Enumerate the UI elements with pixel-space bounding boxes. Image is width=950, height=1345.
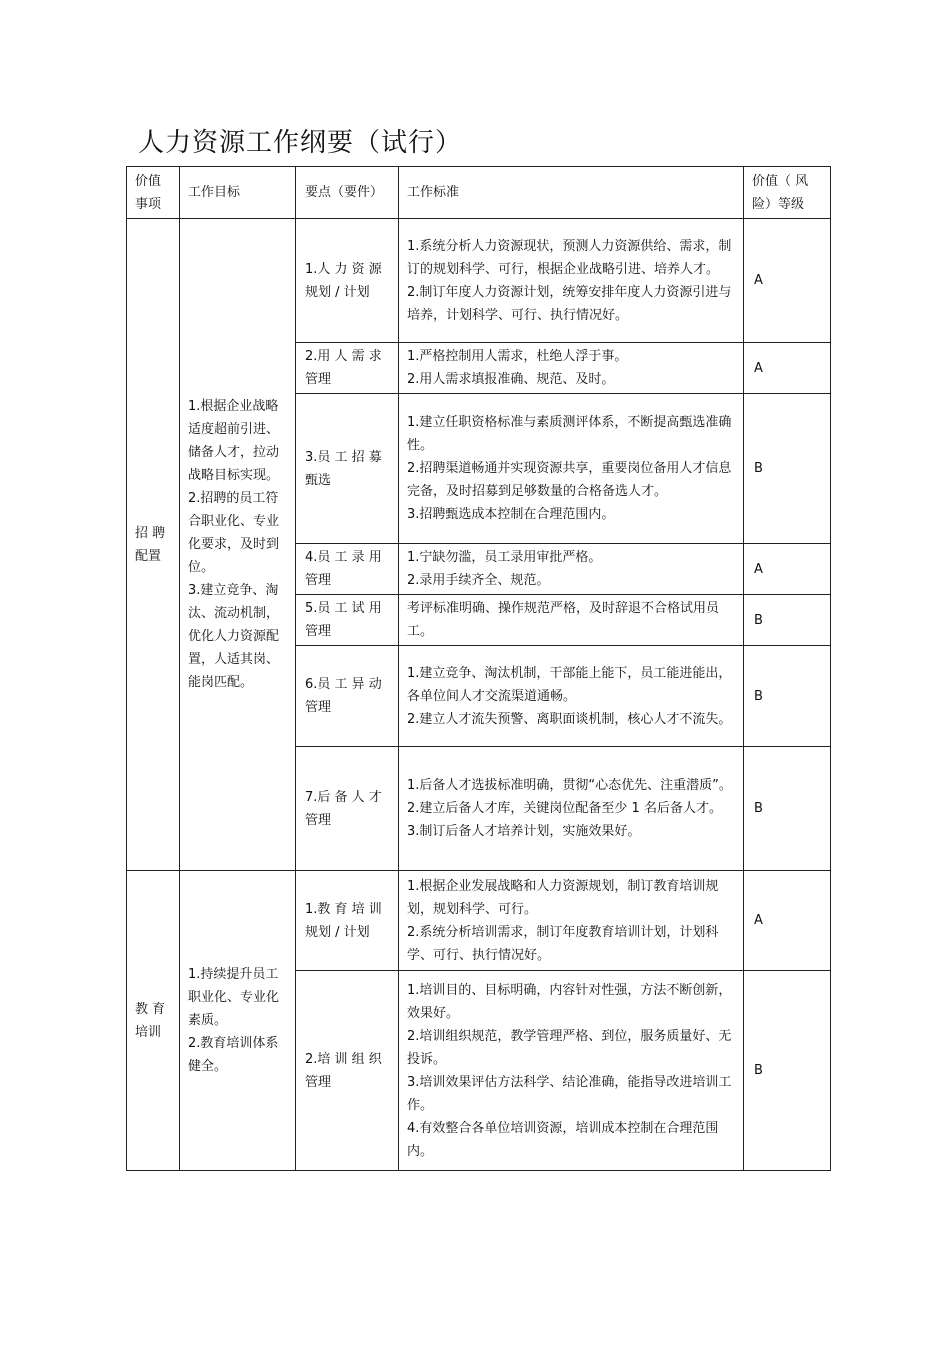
- standard-text: 考评标准明确、操作规范严格，及时辞退不合格试用员工。: [407, 601, 720, 639]
- standard-text: 1.建立竞争、淘汰机制，干部能上能下，员工能进能出，各单位间人才交流渠道通畅。: [407, 665, 732, 704]
- header-row: [127, 167, 831, 219]
- header-key-point: 要点（要件）: [296, 167, 399, 219]
- value-item-cell: 教 育 培训: [127, 871, 180, 1171]
- goal-text: 1.根据企业战略适度超前引进、储备人才，拉动战略目标实现。: [188, 399, 280, 483]
- goal-text: 3.建立竞争、淘汰、流动机制，优化人力资源配置，人适其岗、能岗匹配。: [188, 583, 280, 690]
- grade-cell: B: [744, 971, 831, 1171]
- key-point-cell: 5.员 工 试 用 管理: [296, 595, 399, 646]
- key-point-cell: 1.人 力 资 源 规划 / 计划: [296, 219, 399, 343]
- grade-cell: A: [744, 871, 831, 971]
- standard-text: 1.建立任职资格标准与素质测评体系，不断提高甄选准确性。: [407, 415, 732, 453]
- grade-cell: B: [744, 595, 831, 646]
- key-point-cell: 2.培 训 组 织 管理: [296, 971, 399, 1171]
- page-title: 人力资源工作纲要（试行）: [138, 128, 463, 158]
- standard-cell: [399, 544, 744, 595]
- standard-cell: [399, 595, 744, 646]
- standard-text: 2.系统分析培训需求，制订年度教育培训计划，计划科学、可行、执行情况好。: [407, 924, 719, 963]
- standard-text: 1.宁缺勿滥，员工录用审批严格。: [407, 550, 602, 565]
- standard-cell: [399, 871, 744, 971]
- grade-cell: B: [744, 394, 831, 544]
- standard-text: 2.用人需求填报准确、规范、及时。: [407, 372, 615, 387]
- standard-text: 3.招聘甄选成本控制在合理范围内。: [407, 507, 615, 522]
- standard-text: 2.录用手续齐全、规范。: [407, 573, 550, 588]
- standard-text: 1.系统分析人力资源现状，预测人力资源供给、需求，制订的规划科学、可行，根据企业战略引进、培养人才。: [407, 238, 732, 277]
- goal-text: 2.教育培训体系健全。: [188, 1036, 279, 1074]
- standard-cell: [399, 219, 744, 343]
- standard-cell: [399, 747, 744, 871]
- grade-cell: B: [744, 646, 831, 747]
- standard-text: 2.培训组织规范，教学管理严格、到位，服务质量好、无投诉。: [407, 1028, 732, 1067]
- key-point-cell: 7.后 备 人 才 管理: [296, 747, 399, 871]
- standard-text: 2.建立人才流失预警、离职面谈机制，核心人才不流失。: [407, 711, 732, 727]
- standard-text: 2.招聘渠道畅通并实现资源共享，重要岗位备用人才信息完备，及时招募到足够数量的合格备选人才。: [407, 461, 732, 499]
- header-standard: 工作标准: [399, 167, 744, 219]
- table-row: [127, 871, 831, 971]
- standard-cell: [399, 971, 744, 1171]
- key-point-cell: 4.员 工 录 用 管理: [296, 544, 399, 595]
- table-row: [127, 219, 831, 343]
- standard-cell: [399, 394, 744, 544]
- goal-text: 2.招聘的员工符合职业化、专业化要求，及时到位。: [188, 491, 280, 575]
- goal-cell: [180, 871, 296, 1171]
- key-point-cell: 6.员 工 异 动 管理: [296, 646, 399, 747]
- key-point-cell: 2.用 人 需 求 管理: [296, 343, 399, 394]
- value-item-cell: 招 聘 配置: [127, 219, 180, 871]
- header-item: 价值 事项: [127, 167, 180, 219]
- goal-cell: [180, 219, 296, 871]
- standard-text: 2.制订年度人力资源计划，统筹安排年度人力资源引进与培养，计划科学、可行、执行情况好。: [407, 284, 732, 323]
- standard-text: 3.制订后备人才培养计划，实施效果好。: [407, 824, 641, 839]
- table-body: [127, 167, 831, 1171]
- standard-cell: [399, 343, 744, 394]
- grade-cell: B: [744, 747, 831, 871]
- key-point-cell: 3.员 工 招 募 甄选: [296, 394, 399, 544]
- grade-cell: A: [744, 219, 831, 343]
- key-point-cell: 1.教 育 培 训 规划 / 计划: [296, 871, 399, 971]
- header-goal: 工作目标: [180, 167, 296, 219]
- grade-cell: A: [744, 343, 831, 394]
- standard-text: 1.根据企业发展战略和人力资源规划，制订教育培训规划，规划科学、可行。: [407, 878, 719, 917]
- standard-text: 1.培训目的、目标明确，内容针对性强，方法不断创新，效果好。: [407, 982, 732, 1021]
- standard-cell: [399, 646, 744, 747]
- goal-text: 1.持续提升员工职业化、专业化素质。: [188, 967, 280, 1028]
- standard-text: 1.后备人才选拔标准明确，贯彻“心态优先、注重潜质”。: [407, 778, 732, 793]
- header-grade: 价值（ 风险）等级: [744, 167, 831, 219]
- grade-cell: A: [744, 544, 831, 595]
- standard-text: 2.建立后备人才库，关键岗位配备至少 1 名后备人才。: [407, 801, 722, 816]
- standard-text: 1.严格控制用人需求，杜绝人浮于事。: [407, 349, 628, 364]
- standard-text: 3.培训效果评估方法科学、结论准确，能指导改进培训工作。: [407, 1074, 732, 1113]
- standard-text: 4.有效整合各单位培训资源，培训成本控制在合理范围内。: [407, 1120, 719, 1159]
- outline-table: [126, 166, 831, 1171]
